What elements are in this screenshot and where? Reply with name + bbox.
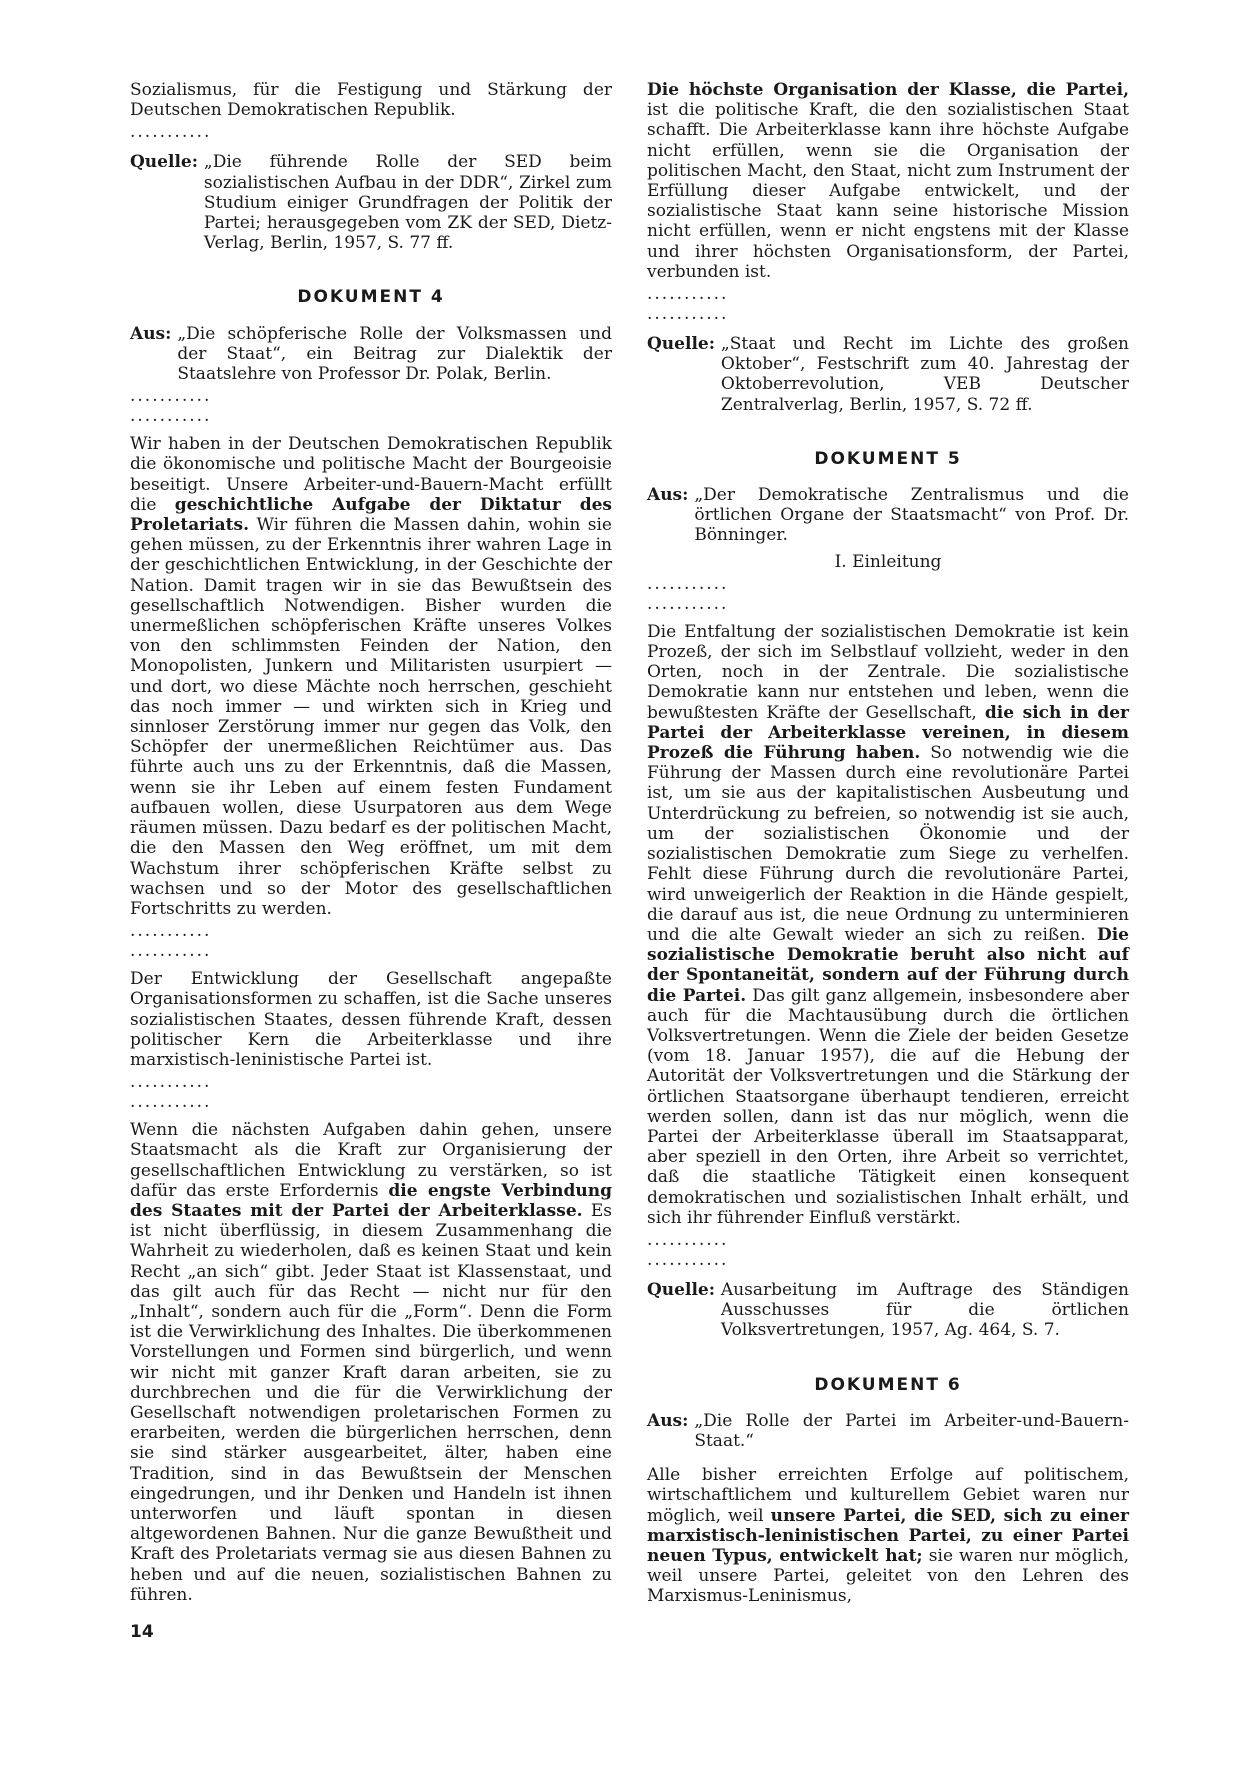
- document-4-paragraph-1: [130, 434, 612, 919]
- text-run: Wir haben in der Deutschen Demokratischen Republik die ökonomische und politische Macht der Bourgeoisie beseitigt. Unsere Arbeiter-und-Bauern-Macht erfüllt die: [130, 434, 612, 515]
- emphasis-run: geschichtliche Aufgabe der Diktatur des Proletariats.: [130, 494, 612, 536]
- source-text: „Staat und Recht im Lichte des großen Oktober“, Festschrift zum 40. Jahrestag der Oktoberrevolution, VEB Deutscher Zentralverlag, Berlin, 1957, S. 72 ff.: [720, 334, 1129, 415]
- ellipsis-dots: ...........: [647, 593, 729, 614]
- text-run: Das gilt ganz allgemein, insbesondere aber auch für die Machtausübung durch die örtlichen Volksvertretungen. Wenn die Ziele der beiden Gesetze (vom 18. Januar 1957), die auf die Hebung der Autorität der Volksvertretungen und die Stärkung der örtlichen Staatsorgane überhaupt tendieren, erreicht werden sollen, dann ist das nur möglich, wenn die Partei der Arbeiterklasse überall im Staatsapparat, aber speziell in den Orten, ihre Arbeit so verrichtet, daß die staatliche Tätigkeit einen konsequent demokratischen und sozialistischen Inhalt erhält, und sich ihr führender Einfluß verstärkt.: [647, 985, 1129, 1228]
- ellipsis-dots: ...........: [130, 1072, 212, 1093]
- source-citation-4: [647, 334, 1129, 415]
- text-run: Alle bisher erreichten Erfolge auf politischem, wirtschaftlichem und kulturellem Gebiet waren nur möglich, weil: [647, 1465, 1129, 1526]
- ellipsis-dots: ...........: [647, 284, 729, 305]
- ellipsis-dots: ...........: [130, 921, 212, 942]
- emphasis-run: die sich in der Partei der Arbeiterklasse vereinen, in diesem Prozeß die Führung haben.: [647, 702, 1129, 764]
- emphasis-run: die engste Verbindung des Staates mit der Partei der Arbeiterklasse.: [130, 1180, 612, 1221]
- emphasis-run: Die höchste Organisation der Klasse, die Partei,: [647, 80, 1129, 100]
- origin-label: Aus:: [647, 1410, 695, 1431]
- ellipsis-dots: ...........: [647, 573, 729, 594]
- text-run: So notwendig wie die Führung der Massen durch eine revolutionäre Partei ist, um sie aus der kapitalistischen Ausbeutung und Unterdrückung zu befreien, so notwendig ist sie auch, um der sozialistischen Ökonomie und der sozialistischen Demokratie zum Siege zu verhelfen. Fehlt diese Führung durch die revolutionäre Partei, wird unweigerlich der Reaktion in die Hände gespielt, die darauf aus ist, die neue Ordnung zu unterminieren und die alte Gewalt wieder an sich zu reißen.: [647, 743, 1129, 945]
- ellipsis-dots: ...........: [130, 406, 212, 427]
- ellipsis-dots: ...........: [130, 1092, 212, 1113]
- document-6-paragraph: [647, 1465, 1129, 1606]
- text-run: ist die politische Kraft, die den sozialistischen Staat schafft. Die Arbeiterklasse kann ihre höchste Aufgabe nicht erfüllen, wenn sie die Organisation der politischen Macht, den Staat, nicht zum Instrument der Erfüllung dieser Aufgabe entwickelt, und der sozialistische Staat kann seine historische Mission nicht erfüllen, wenn er nicht engstens mit der Klasse und ihrer höchsten Organisationsform, der Partei, verbunden ist.: [647, 100, 1129, 282]
- source-label: Quelle:: [647, 1279, 721, 1300]
- document-5-heading: DOKUMENT 5: [814, 448, 962, 469]
- text-run: Es ist nicht überflüssig, in diesem Zusammenhang die Wahrheit zu wiederholen, daß es keinen Staat und kein Recht „an sich“ gibt. Jeder Staat ist Klassenstaat, und das gilt auch für das Recht — nicht nur für den „Inhalt“, sondern auch für die „Form“. Denn die Form ist die Verwirklichung des Inhaltes. Die überkommenen Vorstellungen und Formen sind bürgerlich, und wenn wir nicht mit ganzer Kraft daran arbeiten, sie zu durchbrechen und die für die Verwirklichung der Gesellschaft notwendigen proletarischen Formen zu erarbeiten, werden die bürgerlichen herrschen, denn sie sind stärker ausgearbeitet, älter, haben eine Tradition, sind in das Bewußtsein der Menschen eingedrungen, und ihr Denken und Handeln ist ihnen unterworfen und läuft spontan in diesen altgewordenen Bahnen. Nur die ganze Bewußtheit und Kraft des Proletariats vermag sie aus diesen Bahnen zu heben und auf die neuen, sozialistischen Bahnen zu führen.: [130, 1200, 612, 1605]
- text-run: Wir führen die Massen dahin, wohin sie gehen müssen, zu der Erkenntnis ihrer wahren Lage in der geschichtlichen Entwicklung, in der Geschichte der Nation. Damit tragen wir in sie das Bewußtsein des gesellschaftlich Notwendigen. Bisher wurden die unermeßlichen schöpferischen Kräfte unseres Volkes von den schlimmsten Feinden der Nation, den Monopolisten, Junkern und Militaristen usurpiert — und dort, wo diese Mächte noch herrschen, geschieht das noch immer — und wirkten sich in Krieg und sinnloser Zerstörung immer nur gegen das Volk, den Schöpfer der unermeßlichen Reichtümer aus. Das führte auch uns zu der Erkenntnis, daß die Massen, wenn sie ihr Leben auf einem festen Fundament aufbauen wollen, diese Usurpatoren aus dem Wege räumen müssen. Dazu bedarf es der politischen Macht, die den Massen den Weg eröffnet, um mit dem Wachstum ihrer schöpferischen Kräfte selbst zu wachsen und so der Motor des gesellschaftlichen Fortschritts zu werden.: [130, 515, 612, 919]
- ellipsis-dots: ...........: [647, 304, 729, 325]
- source-text: „Die führende Rolle der SED beim sozialistischen Aufbau in der DDR“, Zirkel zum Studium einiger Grundfragen der Politik der Partei; herausgegeben vom ZK der SED, Dietz-Verlag, Berlin, 1957, S. 77 ff.: [203, 152, 612, 254]
- ellipsis-dots: ...........: [647, 1229, 729, 1250]
- origin-text: „Die schöpferische Rolle der Volksmassen und der Staat“, ein Beitrag zur Dialektik der Staatslehre von Professor Dr. Polak, Berlin.: [177, 323, 612, 385]
- source-text: Ausarbeitung im Auftrage des Ständigen Ausschusses für die örtlichen Volksvertretungen, 1957, Ag. 464, S. 7.: [720, 1279, 1129, 1341]
- origin-label: Aus:: [647, 485, 695, 506]
- document-5-origin: [647, 485, 1129, 546]
- emphasis-run: Die sozialistische Demokratie beruht also nicht auf der Spontaneität, sondern auf der Führung durch die Partei.: [647, 924, 1129, 1006]
- intro-paragraph: Sozialismus, für die Festigung und Stärkung der Deutschen Demokratischen Republik.: [130, 80, 612, 121]
- text-run: sie waren nur möglich, weil unsere Partei, geleitet von den Lehren des Marxismus-Leninismus,: [647, 1545, 1130, 1607]
- document-5-paragraph: [647, 622, 1129, 1228]
- document-6-heading: DOKUMENT 6: [814, 1374, 962, 1395]
- page-number: 14: [130, 1622, 154, 1642]
- source-citation-5: [647, 1280, 1129, 1341]
- document-4-heading: DOKUMENT 4: [297, 287, 445, 308]
- text-run: Die Entfaltung der sozialistischen Demokratie ist kein Prozeß, der sich im Selbstlauf vollzieht, weder in den Orten, noch in der Zentrale. Die sozialistische Demokratie kann nur entstehen und leben, wenn die bewußtesten Kräfte der Gesellschaft,: [647, 621, 1129, 723]
- document-6-origin: [647, 1411, 1129, 1451]
- source-citation-3: [130, 152, 612, 253]
- ellipsis-dots: ...........: [647, 1249, 729, 1270]
- ellipsis-dots: ...........: [130, 386, 212, 407]
- origin-label: Aus:: [130, 323, 178, 344]
- right-column: [647, 80, 1129, 1607]
- document-4-paragraph-3: [130, 1120, 612, 1605]
- source-label: Quelle:: [647, 334, 721, 355]
- document-4-paragraph-2: Der Entwicklung der Gesellschaft angepaßte Organisationsformen zu schaffen, ist die Sache unseres sozialistischen Staates, dessen führende Kraft, dessen politischer Kern die Arbeiterklasse und ihre marxistisch-leninistische Partei ist.: [130, 969, 612, 1070]
- origin-text: „Die Rolle der Partei im Arbeiter-und-Bauern-Staat.“: [694, 1410, 1129, 1451]
- ellipsis-dots: ...........: [130, 122, 212, 143]
- ellipsis-dots: ...........: [130, 941, 212, 962]
- document-4-paragraph-4: [647, 80, 1129, 282]
- source-label: Quelle:: [130, 152, 204, 173]
- emphasis-run: unsere Partei, die SED, sich zu einer marxistisch-leninistischen Partei, zu einer Partei neuen Typus, entwickelt hat;: [647, 1505, 1129, 1566]
- text-run: Wenn die nächsten Aufgaben dahin gehen, unsere Staatsmacht als die Kraft zur Organisierung der gesellschaftlichen Entwicklung zu verstärken, so ist dafür das erste Erfordernis: [130, 1120, 612, 1201]
- document-5-subheading: I. Einleitung: [834, 551, 942, 572]
- left-column: [130, 80, 612, 1605]
- document-4-origin: [130, 324, 612, 385]
- origin-text: „Der Demokratische Zentralismus und die örtlichen Organe der Staatsmacht“ von Prof. Dr. Bönninger.: [694, 485, 1129, 546]
